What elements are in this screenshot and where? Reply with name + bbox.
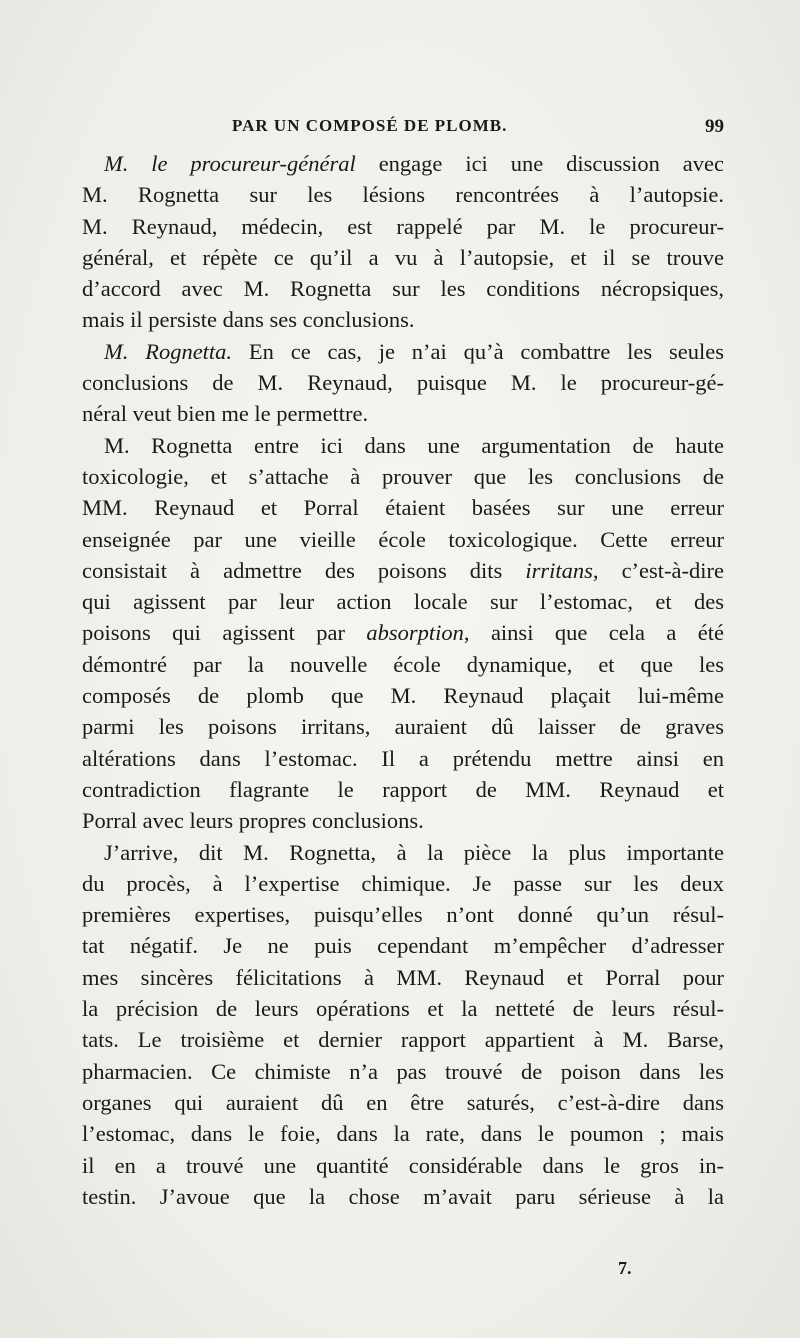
- text-line: l’estomac, dans le foie, dans la rate, dans le poumon ; mais: [82, 1121, 724, 1147]
- text-line: qui agissent par leur action locale sur l’estomac, et des: [82, 589, 724, 615]
- text-line: du procès, à l’expertise chimique. Je passe sur les deux: [82, 870, 724, 896]
- text-line: testin. J’avoue que la chose m’avait paru sérieuse à la: [82, 1183, 724, 1209]
- text-line: composés de plomb que M. Reynaud plaçait lui-même: [82, 683, 724, 709]
- text-line: M. Rognetta. En ce cas, je n’ai qu’à combattre les seules: [104, 338, 724, 364]
- text-line: il en a trouvé une quantité considérable dans le gros in-: [82, 1152, 724, 1178]
- text-line: premières expertises, puisqu’elles n’ont donné qu’un résul-: [82, 902, 724, 928]
- text-line: toxicologie, et s’attache à prouver que les conclusions de: [82, 463, 724, 489]
- text-line: M. Rognetta sur les lésions rencontrées à l’autopsie.: [82, 182, 724, 208]
- signature-mark: 7.: [618, 1258, 632, 1278]
- page-number: 99: [705, 116, 724, 137]
- text-line: contradiction flagrante le rapport de MM. Reynaud et: [82, 776, 724, 802]
- text-line: M. Reynaud, médecin, est rappelé par M. le procureur-: [82, 213, 724, 239]
- text-line: M. le procureur-général engage ici une discussion avec: [104, 151, 724, 176]
- body-text: [82, 148, 724, 1212]
- text-line: démontré par la nouvelle école dynamique, et que les: [82, 651, 724, 677]
- text-line: Porral avec leurs propres conclusions.: [82, 808, 424, 834]
- text-line: la précision de leurs opérations et la netteté de leurs résul-: [82, 996, 724, 1022]
- text-line: tat négatif. Je ne puis cependant m’empêcher d’adresser: [82, 933, 724, 959]
- text-line: général, et répète ce qu’il a vu à l’autopsie, et il se trouve: [82, 244, 724, 270]
- text-line: consistait à admettre des poisons dits irritans, c’est-à-dire: [82, 557, 724, 583]
- text-line: mais il persiste dans ses conclusions.: [82, 307, 415, 333]
- text-line: altérations dans l’estomac. Il a prétendu mettre ainsi en: [82, 745, 724, 771]
- text-line: néral veut bien me le permettre.: [82, 401, 369, 427]
- text-line: conclusions de M. Reynaud, puisque M. le procureur-gé-: [82, 370, 724, 396]
- text-line: parmi les poisons irritans, auraient dû laisser de graves: [82, 714, 724, 740]
- text-line: d’accord avec M. Rognetta sur les conditions nécropsiques,: [82, 276, 724, 302]
- running-head: PAR UN COMPOSÉ DE PLOMB.: [232, 116, 508, 135]
- page-header: [82, 116, 724, 140]
- text-line: mes sincères félicitations à MM. Reynaud et Porral pour: [82, 964, 724, 990]
- text-line: enseignée par une vieille école toxicologique. Cette erreur: [82, 526, 724, 552]
- text-line: MM. Reynaud et Porral étaient basées sur une erreur: [82, 495, 724, 521]
- text-line: poisons qui agissent par absorption, ainsi que cela a été: [82, 620, 724, 646]
- text-line: J’arrive, dit M. Rognetta, à la pièce la plus importante: [104, 839, 724, 865]
- text-line: tats. Le troisième et dernier rapport appartient à M. Barse,: [82, 1027, 724, 1053]
- text-line: M. Rognetta entre ici dans une argumentation de haute: [104, 432, 724, 458]
- text-line: organes qui auraient dû en être saturés, c’est-à-dire dans: [82, 1089, 724, 1115]
- text-line: pharmacien. Ce chimiste n’a pas trouvé de poison dans les: [82, 1058, 724, 1084]
